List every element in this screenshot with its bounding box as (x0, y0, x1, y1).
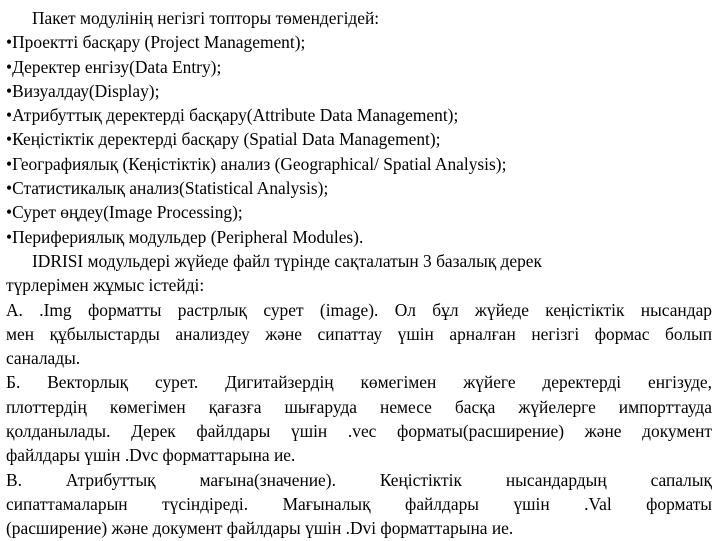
paragraph-line: А. .Img форматты растрлық сурет (image). Ол бұл жүйеде кеңістіктік нысандар (6, 299, 712, 320)
list-item: •Перифериялық модульдер (Peripheral Modules). (6, 226, 364, 247)
module-groups-list (6, 30, 712, 249)
section-v-paragraph (6, 468, 712, 541)
paragraph-line: плоттердің көмегімен қағазға шығаруда немесе басқа жүйелерге импорттауда (6, 396, 712, 417)
paragraph-line: саналады. (6, 348, 81, 369)
intro-heading: Пакет модулінің негізгі топторы төмендегідей: (32, 8, 380, 28)
list-item: •Кеңістіктік деректерді басқару (Spatial Data Management); (6, 129, 441, 150)
paragraph-line: мен құбылыстарды анализдеу және сипаттау үшін арналған негізгі формас болып (6, 323, 712, 344)
section-a-paragraph (6, 298, 712, 371)
list-item: •Визуалдау(Display); (6, 80, 160, 101)
paragraph-line: Б. Векторлық сурет. Дигитайзердің көмегімен жүйеге деректерді енгізуде, (6, 372, 712, 393)
list-item: •Проектті басқару (Project Management); (6, 32, 306, 53)
paragraph-line: файлдары үшін .Dvc форматтарына ие. (6, 445, 296, 466)
section-b-paragraph (6, 370, 712, 467)
paragraph-line: сипаттамаларын түсіндіреді. Мағыналық файлдары үшін .Val форматы (6, 493, 712, 514)
paragraph-line: (расширение) және документ файлдары үшін .Dvi форматтарына ие. (6, 518, 514, 539)
document-page (6, 6, 712, 541)
list-item: •Деректер енгізу(Data Entry); (6, 56, 222, 77)
list-item: •Статистикалық анализ(Statistical Analysis); (6, 178, 329, 199)
idrisi-paragraph (6, 249, 712, 298)
paragraph-line: қолданылады. Дерек файлдары үшін .vec форматы(расширение) және документ (6, 421, 712, 442)
list-item: •Географиялық (Кеңістіктік) анализ (Geographical/ Spatial Analysis); (6, 153, 507, 174)
paragraph-line: түрлерімен жұмыс істейді: (6, 275, 205, 296)
list-item: •Сурет өңдеу(Image Processing); (6, 202, 243, 223)
paragraph-line: IDRISI модульдері жүйеде файл түрінде сақталатын 3 базалық дерек (32, 250, 542, 271)
list-item: •Атрибуттық деректерді басқару(Attribute Data Management); (6, 105, 459, 126)
paragraph-line: В. Атрибуттық мағына(значение). Кеңістіктік нысандардың сапалық (6, 469, 712, 490)
